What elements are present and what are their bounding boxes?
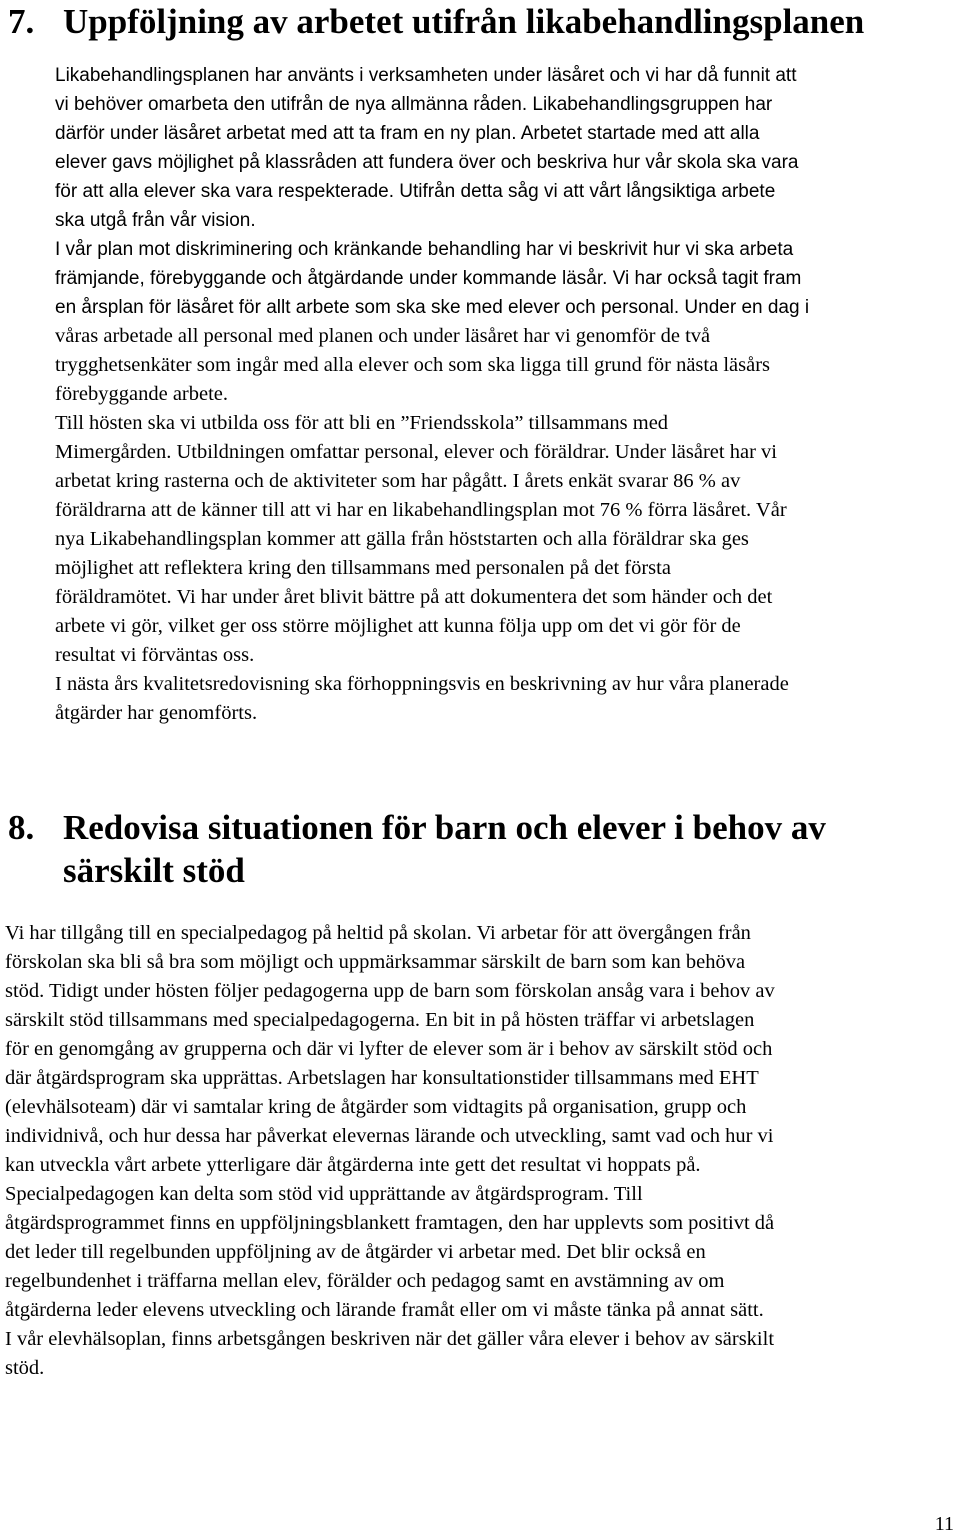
section-7-body xyxy=(55,61,955,728)
paragraph-line: främjande, förebyggande och åtgärdande under kommande läsår. Vi har också tagit fram xyxy=(55,268,802,289)
section-8-title-line-2: särskilt stöd xyxy=(63,851,245,890)
paragraph-line: arbetat kring rasterna och de aktiviteter som har pågått. I årets enkät svarar 86 % av xyxy=(55,470,741,492)
paragraph-line: särskilt stöd tillsammans med specialpedagogerna. En bit in på hösten träffar vi arbetslagen xyxy=(5,1009,755,1031)
page-number: 11 xyxy=(934,1513,954,1535)
section-8-title-line-1: Redovisa situationen för barn och elever i behov av xyxy=(63,808,826,847)
paragraph-line: I nästa års kvalitetsredovisning ska förhoppningsvis en beskrivning av hur våra planerade xyxy=(55,673,789,695)
section-7-title: Uppföljning av arbetet utifrån likabehandlingsplanen xyxy=(63,2,865,41)
section-8-body xyxy=(5,919,955,1383)
paragraph-line: föräldramötet. Vi har under året blivit bättre på att dokumentera det som händer och det xyxy=(55,586,773,608)
paragraph-line: stöd. xyxy=(5,1357,45,1379)
paragraph-line: förebyggande arbete. xyxy=(55,383,229,405)
section-8-number: 8. xyxy=(8,808,35,847)
paragraph-line: möjlighet att reflektera kring den tillsammans med personalen på det första xyxy=(55,557,671,579)
paragraph-line: våras arbetade all personal med planen och under läsåret har vi genomför de två xyxy=(55,325,711,347)
paragraph-line: för en genomgång av grupperna och där vi lyfter de elever som är i behov av särskilt stöd och xyxy=(5,1038,773,1060)
paragraph-line: (elevhälsoteam) där vi samtalar kring de åtgärder som vidtagits på organisation, grupp och xyxy=(5,1096,747,1118)
paragraph-line: vi behöver omarbeta den utifrån de nya allmänna råden. Likabehandlingsgruppen har xyxy=(55,94,773,115)
paragraph-line: regelbundenhet i träffarna mellan elev, förälder och pedagog samt en avstämning av om xyxy=(5,1270,725,1292)
paragraph-line: Till hösten ska vi utbilda oss för att bli en ”Friendsskola” tillsammans med xyxy=(55,412,669,434)
paragraph-line: åtgärdsprogrammet finns en uppföljningsblankett framtagen, den har upplevts som positivt då xyxy=(5,1212,775,1234)
paragraph-line: därför under läsåret arbetat med att ta fram en ny plan. Arbetet startade med att alla xyxy=(55,123,760,144)
paragraph-line: nya Likabehandlingsplan kommer att gälla från höststarten och alla föräldrar ska ges xyxy=(55,528,749,550)
paragraph-line: Mimergården. Utbildningen omfattar personal, elever och föräldrar. Under läsåret har vi xyxy=(55,441,777,463)
paragraph-line: där åtgärdsprogram ska upprättas. Arbetslagen har konsultationstider tillsammans med EHT xyxy=(5,1067,759,1089)
paragraph-line: föräldrarna att de känner till att vi har en likabehandlingsplan mot 76 % förra läsåret. Vår xyxy=(55,499,787,521)
paragraph-line: det leder till regelbunden uppföljning av de åtgärder vi arbetar med. Det blir också en xyxy=(5,1241,706,1263)
paragraph-line: kan utveckla vårt arbete ytterligare där åtgärderna inte gett det resultat vi hoppats på. xyxy=(5,1154,701,1176)
paragraph-line: Likabehandlingsplanen har använts i verksamheten under läsåret och vi har då funnit att xyxy=(55,65,797,86)
paragraph-line: I vår elevhälsoplan, finns arbetsgången beskriven när det gäller våra elever i behov av särskilt xyxy=(5,1328,775,1350)
paragraph-line: förskolan ska bli så bra som möjligt och uppmärksammar särskilt de barn som kan behöva xyxy=(5,951,746,973)
paragraph-line: stöd. Tidigt under hösten följer pedagogerna upp de barn som förskolan ansåg vara i behov av xyxy=(5,980,775,1002)
paragraph-line: åtgärderna leder elevens utveckling och lärande framåt eller om vi måste tänka på annat sätt. xyxy=(5,1299,764,1321)
paragraph-line: I vår plan mot diskriminering och kränkande behandling har vi beskrivit hur vi ska arbeta xyxy=(55,239,794,260)
paragraph-line: elever gavs möjlighet på klassråden att fundera över och beskriva hur vår skola ska vara xyxy=(55,152,799,173)
paragraph-line: individnivå, och hur dessa har påverkat elevernas lärande och utveckling, samt vad och hur vi xyxy=(5,1125,774,1147)
paragraph-line: Vi har tillgång till en specialpedagog på heltid på skolan. Vi arbetar för att övergången från xyxy=(5,922,751,944)
section-7-heading xyxy=(8,0,864,43)
section-8-heading xyxy=(8,806,826,849)
paragraph-line: en årsplan för läsåret för allt arbete som ska ske med elever och personal. Under en dag i xyxy=(55,297,810,318)
paragraph-line: Specialpedagogen kan delta som stöd vid upprättande av åtgärdsprogram. Till xyxy=(5,1183,643,1205)
paragraph-line: resultat vi förväntas oss. xyxy=(55,644,255,666)
paragraph-line: för att alla elever ska vara respekterade. Utifrån detta såg vi att vårt långsiktiga arbete xyxy=(55,181,776,202)
paragraph-line: arbete vi gör, vilket ger oss större möjlighet att kunna följa upp om det vi gör för de xyxy=(55,615,741,637)
paragraph-line: trygghetsenkäter som ingår med alla elever och som ska ligga till grund för nästa läsårs xyxy=(55,354,771,376)
paragraph-line: åtgärder har genomförts. xyxy=(55,702,258,724)
paragraph-line: ska utgå från vår vision. xyxy=(55,210,256,231)
section-7-number: 7. xyxy=(8,2,35,41)
